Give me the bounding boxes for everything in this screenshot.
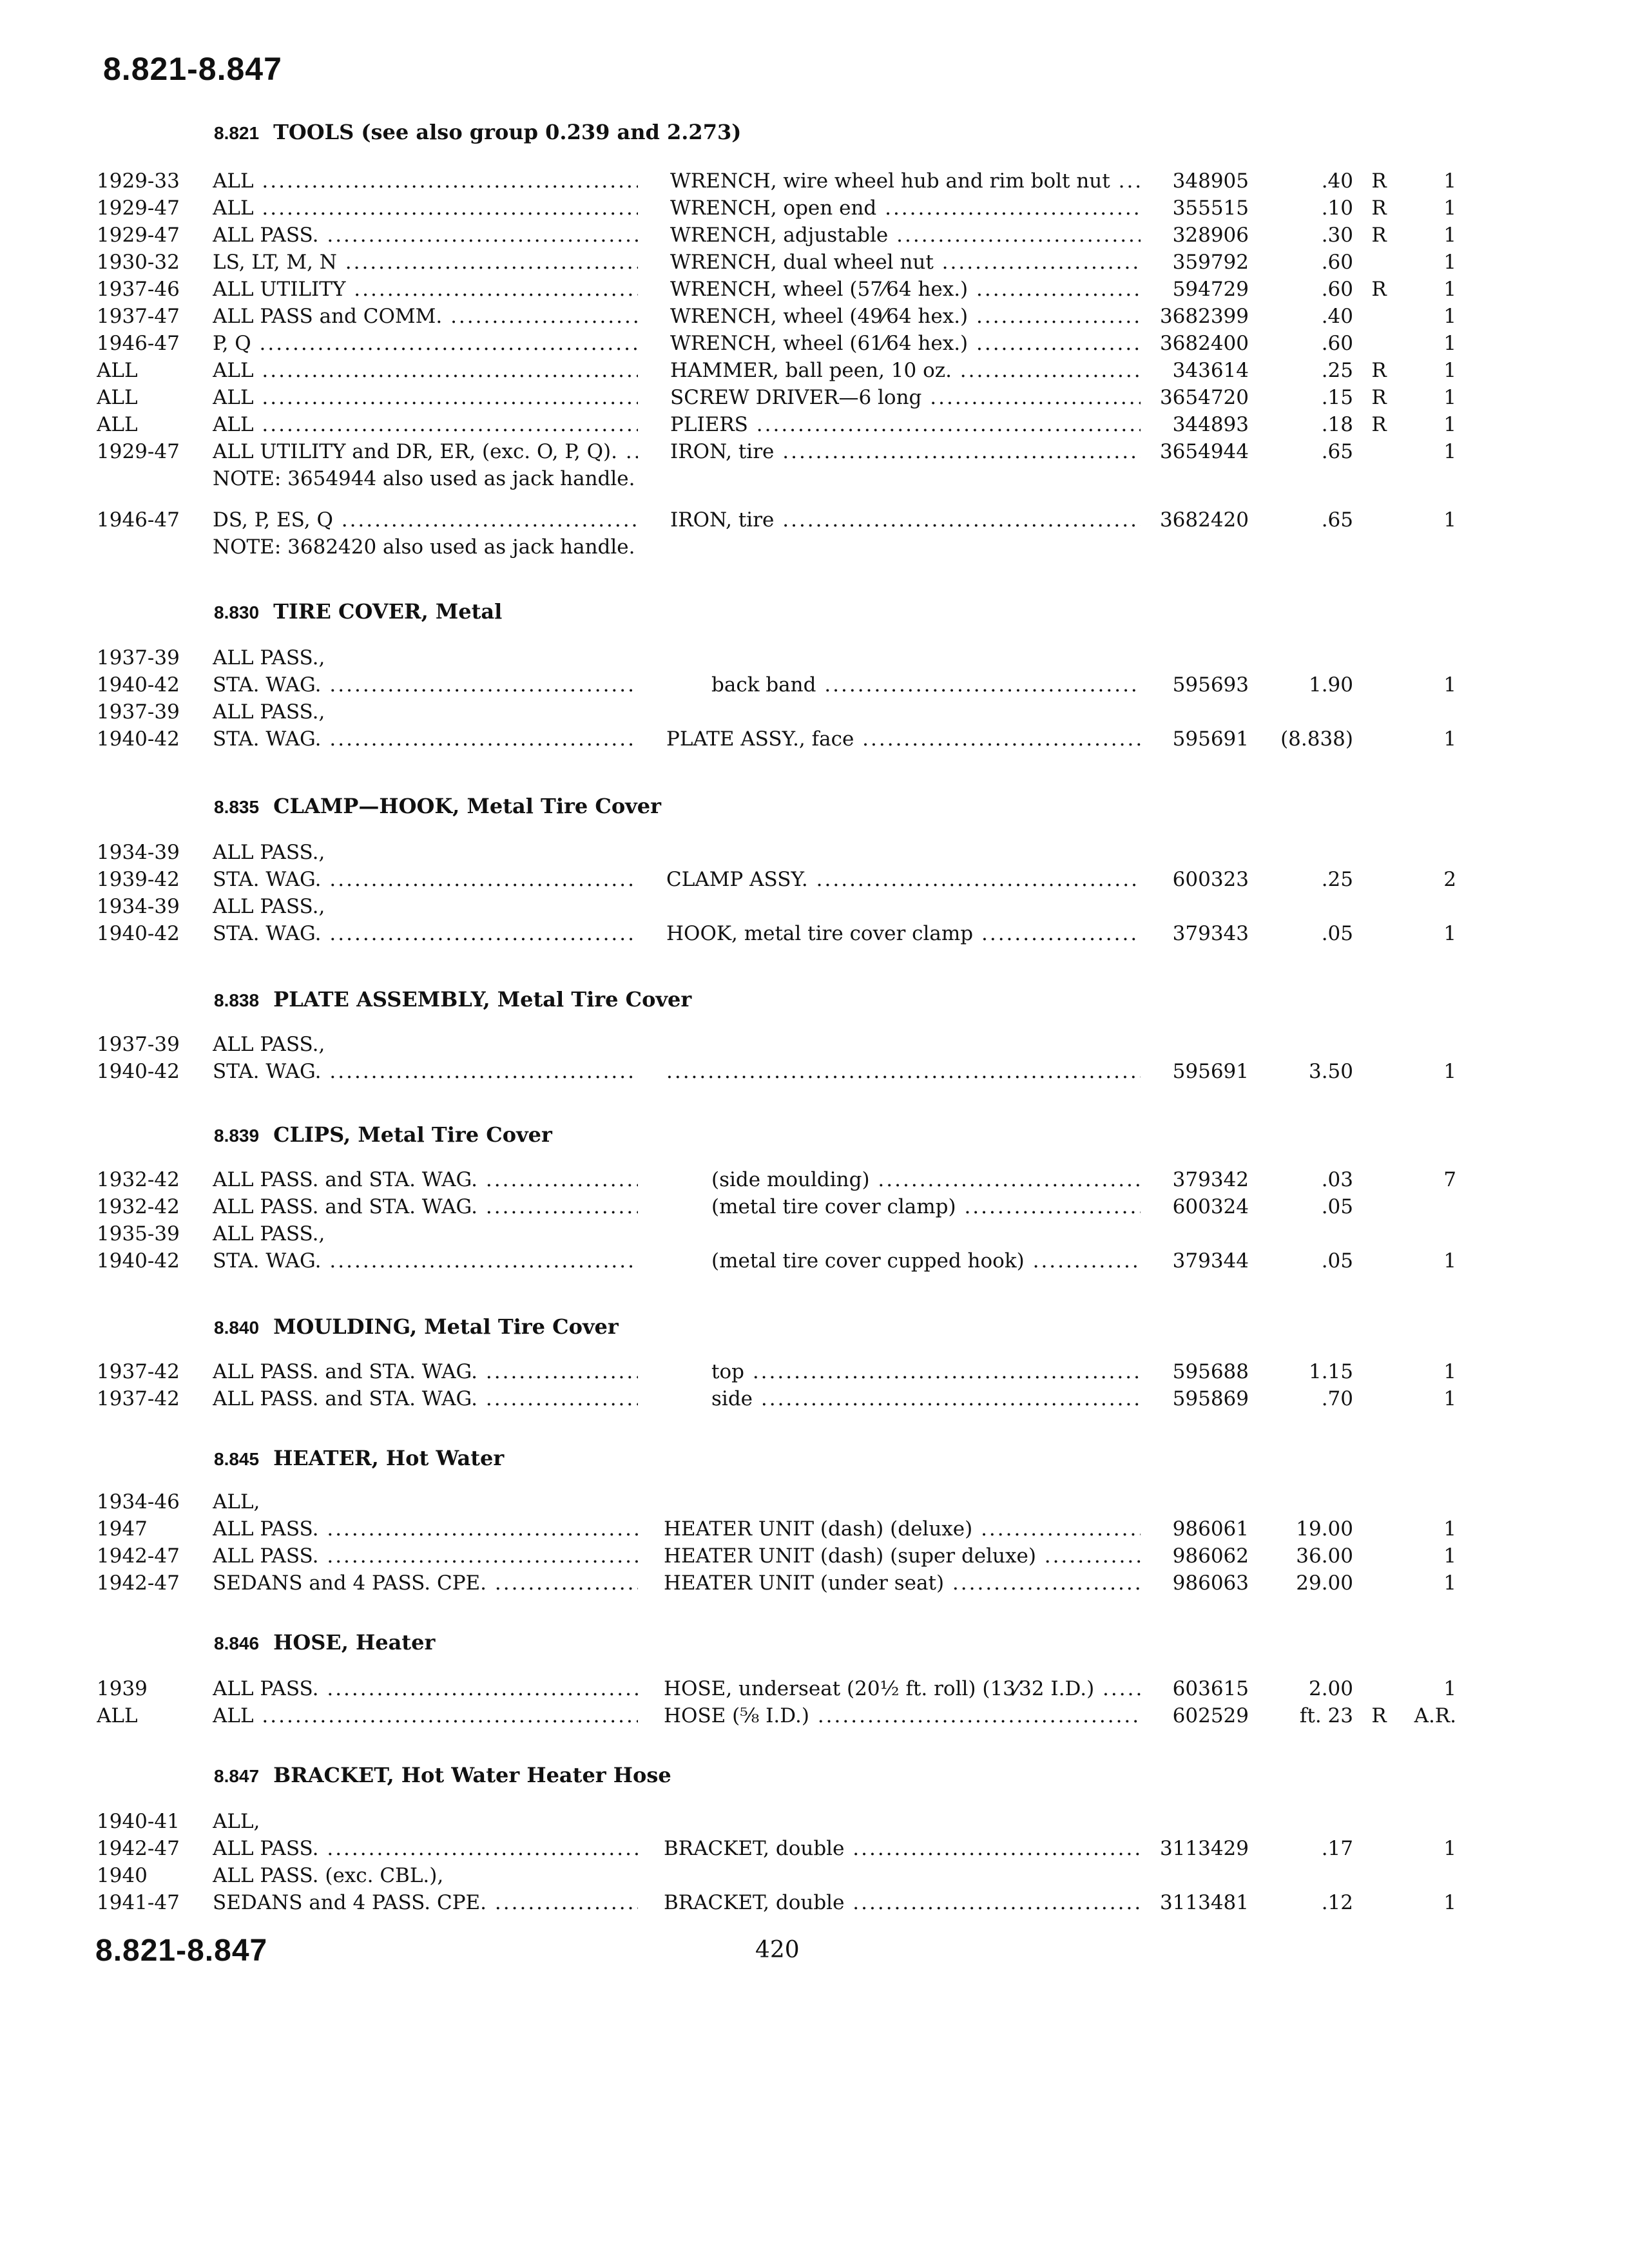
part-description: WRENCH, wheel (61⁄64 hex.) .....: [670, 330, 1141, 357]
part-description: BRACKET, double .....: [664, 1889, 1141, 1916]
table-row: [0, 1515, 1629, 1542]
part-description: [666, 1058, 1141, 1085]
table-row: [0, 1889, 1629, 1916]
model-applicability: STA. WAG. .....: [213, 1247, 638, 1274]
model-applicability: DS, P, ES, Q .....: [213, 506, 638, 533]
section-number: 8.838: [214, 990, 260, 1010]
year-range: 1946-47: [97, 332, 180, 355]
model-applicability: ALL PASS.,: [213, 1033, 325, 1056]
year-range: ALL: [97, 386, 138, 409]
section-title: [214, 1446, 504, 1470]
model-applicability: ALL PASS.,: [213, 841, 325, 864]
quantity: A.R.: [1414, 1704, 1456, 1727]
model-applicability: ALL PASS.,: [213, 700, 325, 724]
table-row: [0, 303, 1629, 330]
list-price: .18: [1321, 413, 1353, 436]
quantity: 1: [1443, 1677, 1456, 1700]
section-title: [214, 120, 741, 144]
model-applicability: ALL,: [213, 1810, 260, 1833]
section-heading: TIRE COVER, Metal: [273, 599, 503, 624]
model-applicability: SEDANS and 4 PASS. CPE. .....: [213, 1570, 638, 1597]
part-number: 595693: [1172, 673, 1249, 697]
quantity: 1: [1443, 197, 1456, 220]
return-flag: R: [1371, 169, 1387, 193]
part-number: 3654944: [1159, 440, 1249, 463]
quantity: 1: [1443, 251, 1456, 274]
table-row: [0, 671, 1629, 698]
page-number: 420: [755, 1937, 800, 1963]
list-price: 36.00: [1296, 1544, 1353, 1568]
table-row: [0, 920, 1629, 947]
year-range: 1937-42: [97, 1360, 180, 1383]
year-range: 1940-42: [97, 1060, 180, 1083]
part-number: 328906: [1172, 224, 1249, 247]
list-price: 1.15: [1308, 1360, 1353, 1383]
year-range: 1934-39: [97, 841, 180, 864]
part-description: (metal tire cover clamp) .....: [711, 1193, 1141, 1220]
part-number: 595691: [1172, 727, 1249, 751]
year-range: 1939-42: [97, 868, 180, 891]
list-price: 3.50: [1308, 1060, 1353, 1083]
table-row: [0, 276, 1629, 303]
return-flag: R: [1371, 359, 1387, 382]
quantity: 1: [1443, 278, 1456, 301]
part-number: 3682399: [1159, 305, 1249, 328]
part-number: 986063: [1172, 1571, 1249, 1595]
model-applicability: ALL PASS. .....: [213, 1542, 638, 1570]
quantity: 1: [1443, 673, 1456, 697]
section-number: 8.839: [214, 1126, 260, 1146]
table-row: [0, 411, 1629, 438]
part-description: top .....: [711, 1358, 1141, 1385]
part-description: WRENCH, wheel (49⁄64 hex.) .....: [670, 303, 1141, 330]
quantity: 1: [1443, 169, 1456, 193]
table-row: [0, 1193, 1629, 1220]
part-description: PLATE ASSY., face .....: [666, 726, 1141, 753]
quantity: 1: [1443, 508, 1456, 532]
section-number: 8.830: [214, 602, 260, 622]
year-range: 1937-42: [97, 1387, 180, 1410]
list-price: 29.00: [1296, 1571, 1353, 1595]
part-description: WRENCH, wire wheel hub and rim bolt nut .....: [670, 168, 1141, 195]
part-number: 355515: [1172, 197, 1249, 220]
table-row: [0, 893, 1629, 920]
year-range: ALL: [97, 359, 138, 382]
list-price: 2.00: [1308, 1677, 1353, 1700]
model-applicability: STA. WAG. .....: [213, 866, 638, 893]
part-description: (side moulding) .....: [711, 1166, 1141, 1193]
section-heading: PLATE ASSEMBLY, Metal Tire Cover: [273, 987, 692, 1012]
year-range: 1932-42: [97, 1168, 180, 1191]
part-number: 379344: [1172, 1249, 1249, 1273]
list-price: ft. 23: [1299, 1704, 1353, 1727]
year-range: 1937-39: [97, 700, 180, 724]
part-number: 600324: [1172, 1195, 1249, 1218]
list-price: .60: [1321, 251, 1353, 274]
section-title: [214, 1763, 671, 1787]
part-description: HAMMER, ball peen, 10 oz. .....: [670, 357, 1141, 384]
table-row: [0, 1702, 1629, 1729]
table-row: [0, 1220, 1629, 1247]
quantity: 1: [1443, 1060, 1456, 1083]
list-price: .70: [1321, 1387, 1353, 1410]
list-price: .17: [1321, 1837, 1353, 1860]
year-range: 1937-46: [97, 278, 180, 301]
year-range: 1942-47: [97, 1544, 180, 1568]
return-flag: R: [1371, 1704, 1387, 1727]
list-price: .10: [1321, 197, 1353, 220]
table-row: [0, 698, 1629, 726]
model-applicability: ALL PASS. .....: [213, 222, 638, 249]
year-range: ALL: [97, 1704, 138, 1727]
list-price: (8.838): [1280, 727, 1353, 751]
model-applicability: ALL PASS. .....: [213, 1675, 638, 1702]
part-number: 600323: [1172, 868, 1249, 891]
year-range: 1942-47: [97, 1571, 180, 1595]
quantity: 1: [1443, 1891, 1456, 1914]
part-description: WRENCH, open end .....: [670, 195, 1141, 222]
part-number: 3113429: [1159, 1837, 1249, 1860]
year-range: 1940-42: [97, 1249, 180, 1273]
part-description: (metal tire cover cupped hook) .....: [711, 1247, 1141, 1274]
quantity: 1: [1443, 386, 1456, 409]
model-applicability: SEDANS and 4 PASS. CPE. .....: [213, 1889, 638, 1916]
table-row: [0, 1542, 1629, 1570]
table-row: [0, 1031, 1629, 1058]
model-applicability: ALL UTILITY and DR, ER, (exc. O, P, Q). .....: [213, 438, 638, 465]
model-applicability: ALL PASS. and STA. WAG. .....: [213, 1358, 638, 1385]
list-price: .65: [1321, 508, 1353, 532]
quantity: 1: [1443, 1544, 1456, 1568]
model-applicability: ALL .....: [213, 384, 638, 411]
model-applicability: ALL PASS. and STA. WAG. .....: [213, 1166, 638, 1193]
return-flag: R: [1371, 278, 1387, 301]
part-number: 343614: [1172, 359, 1249, 382]
year-range: ALL: [97, 413, 138, 436]
table-row: [0, 438, 1629, 465]
year-range: 1934-39: [97, 895, 180, 918]
quantity: 1: [1443, 1571, 1456, 1595]
part-description: HEATER UNIT (dash) (super deluxe) .....: [664, 1542, 1141, 1570]
section-heading: HEATER, Hot Water: [273, 1446, 505, 1470]
section-heading: CLAMP—HOOK, Metal Tire Cover: [273, 794, 661, 818]
list-price: .12: [1321, 1891, 1353, 1914]
table-row: [0, 384, 1629, 411]
quantity: 1: [1443, 1387, 1456, 1410]
model-applicability: ALL PASS. .....: [213, 1515, 638, 1542]
part-number: 379343: [1172, 922, 1249, 945]
list-price: .03: [1321, 1168, 1353, 1191]
model-applicability: ALL PASS. .....: [213, 1835, 638, 1862]
list-price: .40: [1321, 169, 1353, 193]
section-title: [214, 987, 691, 1012]
year-range: 1941-47: [97, 1891, 180, 1914]
part-number: 594729: [1172, 278, 1249, 301]
table-row: [0, 168, 1629, 195]
table-row: [0, 644, 1629, 671]
year-range: 1940: [97, 1864, 148, 1887]
model-applicability: ALL PASS and COMM. .....: [213, 303, 638, 330]
section-heading: TOOLS (see also group 0.239 and 2.273): [273, 120, 742, 144]
section-title: [214, 1314, 619, 1339]
list-price: .30: [1321, 224, 1353, 247]
return-flag: R: [1371, 413, 1387, 436]
year-range: 1929-33: [97, 169, 180, 193]
section-number: 8.846: [214, 1633, 260, 1653]
part-number: 603615: [1172, 1677, 1249, 1700]
section-heading: CLIPS, Metal Tire Cover: [273, 1122, 552, 1147]
quantity: 1: [1443, 727, 1456, 751]
table-row: [0, 330, 1629, 357]
table-row: [0, 195, 1629, 222]
table-row: [0, 1570, 1629, 1597]
section-number: 8.845: [214, 1449, 260, 1469]
table-row: [0, 1058, 1629, 1085]
year-range: 1940-42: [97, 922, 180, 945]
table-row: [0, 726, 1629, 753]
year-range: 1939: [97, 1677, 148, 1700]
quantity: 1: [1443, 305, 1456, 328]
quantity: 1: [1443, 922, 1456, 945]
part-number: 3113481: [1159, 1891, 1249, 1914]
list-price: 1.90: [1308, 673, 1353, 697]
part-number: 379342: [1172, 1168, 1249, 1191]
model-applicability: ALL .....: [213, 168, 638, 195]
year-range: 1934-46: [97, 1490, 180, 1514]
model-applicability: ALL .....: [213, 357, 638, 384]
part-number: 3682420: [1159, 508, 1249, 532]
model-applicability: ALL PASS.,: [213, 895, 325, 918]
model-applicability: STA. WAG. .....: [213, 726, 638, 753]
return-flag: R: [1371, 386, 1387, 409]
footnote: NOTE: 3654944 also used as jack handle.: [213, 467, 635, 490]
table-row: [0, 1675, 1629, 1702]
model-applicability: P, Q .....: [213, 330, 638, 357]
model-applicability: ALL,: [213, 1490, 260, 1514]
footer-range: 8.821-8.847: [95, 1934, 268, 1968]
year-range: 1932-42: [97, 1195, 180, 1218]
part-number: 3682400: [1159, 332, 1249, 355]
part-description: WRENCH, adjustable .....: [670, 222, 1141, 249]
table-row: [0, 1862, 1629, 1889]
part-number: 986062: [1172, 1544, 1249, 1568]
part-description: WRENCH, dual wheel nut .....: [670, 249, 1141, 276]
part-description: SCREW DRIVER—6 long .....: [670, 384, 1141, 411]
table-row: [0, 506, 1629, 533]
part-description: HEATER UNIT (under seat) .....: [664, 1570, 1141, 1597]
section-title: [214, 599, 502, 624]
part-number: 344893: [1172, 413, 1249, 436]
part-description: back band .....: [711, 671, 1141, 698]
year-range: 1937-39: [97, 646, 180, 669]
part-number: 595869: [1172, 1387, 1249, 1410]
section-number: 8.840: [214, 1318, 260, 1338]
model-applicability: ALL UTILITY .....: [213, 276, 638, 303]
year-range: 1937-47: [97, 305, 180, 328]
part-number: 359792: [1172, 251, 1249, 274]
section-heading: BRACKET, Hot Water Heater Hose: [273, 1763, 671, 1787]
model-applicability: ALL PASS. and STA. WAG. .....: [213, 1193, 638, 1220]
section-number: 8.835: [214, 797, 260, 817]
list-price: .05: [1321, 1195, 1353, 1218]
model-applicability: ALL .....: [213, 195, 638, 222]
year-range: 1929-47: [97, 197, 180, 220]
part-number: 602529: [1172, 1704, 1249, 1727]
table-row: [0, 1488, 1629, 1515]
quantity: 1: [1443, 224, 1456, 247]
model-applicability: STA. WAG. .....: [213, 920, 638, 947]
list-price: 19.00: [1296, 1517, 1353, 1541]
quantity: 2: [1443, 868, 1456, 891]
part-description: BRACKET, double .....: [664, 1835, 1141, 1862]
section-heading: HOSE, Heater: [273, 1630, 436, 1655]
part-description: CLAMP ASSY. .....: [666, 866, 1141, 893]
return-flag: R: [1371, 224, 1387, 247]
part-number: 595691: [1172, 1060, 1249, 1083]
part-description: WRENCH, wheel (57⁄64 hex.) .....: [670, 276, 1141, 303]
table-row: [0, 1835, 1629, 1862]
quantity: 1: [1443, 1249, 1456, 1273]
part-description: IRON, tire .....: [670, 506, 1141, 533]
table-row: [0, 866, 1629, 893]
quantity: 1: [1443, 1837, 1456, 1860]
section-title: [214, 794, 661, 818]
model-applicability: ALL PASS.,: [213, 646, 325, 669]
model-applicability: LS, LT, M, N .....: [213, 249, 638, 276]
part-description: HEATER UNIT (dash) (deluxe) .....: [664, 1515, 1141, 1542]
table-row: [0, 1358, 1629, 1385]
quantity: 1: [1443, 359, 1456, 382]
year-range: 1940-41: [97, 1810, 180, 1833]
page-title: 8.821-8.847: [103, 51, 282, 87]
table-row: [0, 1808, 1629, 1835]
section-number: 8.847: [214, 1766, 260, 1786]
model-applicability: STA. WAG. .....: [213, 671, 638, 698]
model-applicability: STA. WAG. .....: [213, 1058, 638, 1085]
list-price: .40: [1321, 305, 1353, 328]
part-description: HOSE, underseat (20½ ft. roll) (13⁄32 I.D.) .....: [664, 1675, 1141, 1702]
year-range: 1940-42: [97, 727, 180, 751]
part-description: IRON, tire .....: [670, 438, 1141, 465]
footnote: NOTE: 3682420 also used as jack handle.: [213, 535, 635, 559]
part-number: 595688: [1172, 1360, 1249, 1383]
section-title: [214, 1630, 435, 1655]
part-description: HOSE (⅝ I.D.) .....: [664, 1702, 1141, 1729]
quantity: 1: [1443, 413, 1456, 436]
model-applicability: ALL .....: [213, 1702, 638, 1729]
table-row: [0, 839, 1629, 866]
year-range: 1937-39: [97, 1033, 180, 1056]
year-range: 1942-47: [97, 1837, 180, 1860]
list-price: .05: [1321, 1249, 1353, 1273]
section-number: 8.821: [214, 123, 260, 143]
model-applicability: ALL PASS. (exc. CBL.),: [213, 1864, 444, 1887]
year-range: 1929-47: [97, 440, 180, 463]
part-description: PLIERS .....: [670, 411, 1141, 438]
model-applicability: ALL PASS.,: [213, 1222, 325, 1245]
list-price: .25: [1321, 868, 1353, 891]
table-row: [0, 222, 1629, 249]
quantity: 1: [1443, 1360, 1456, 1383]
quantity: 1: [1443, 1517, 1456, 1541]
year-range: 1930-32: [97, 251, 180, 274]
part-description: side .....: [711, 1385, 1141, 1412]
table-row: [0, 1247, 1629, 1274]
section-heading: MOULDING, Metal Tire Cover: [273, 1314, 619, 1339]
table-row: [0, 249, 1629, 276]
list-price: .65: [1321, 440, 1353, 463]
list-price: .05: [1321, 922, 1353, 945]
year-range: 1935-39: [97, 1222, 180, 1245]
table-row: [0, 357, 1629, 384]
part-number: 348905: [1172, 169, 1249, 193]
list-price: .60: [1321, 278, 1353, 301]
list-price: .60: [1321, 332, 1353, 355]
list-price: .25: [1321, 359, 1353, 382]
year-range: 1947: [97, 1517, 148, 1541]
table-row: [0, 1385, 1629, 1412]
model-applicability: ALL .....: [213, 411, 638, 438]
year-range: 1940-42: [97, 673, 180, 697]
part-number: 986061: [1172, 1517, 1249, 1541]
part-number: 3654720: [1159, 386, 1249, 409]
list-price: .15: [1321, 386, 1353, 409]
return-flag: R: [1371, 197, 1387, 220]
quantity: 1: [1443, 332, 1456, 355]
quantity: 1: [1443, 440, 1456, 463]
year-range: 1946-47: [97, 508, 180, 532]
table-row: [0, 1166, 1629, 1193]
part-description: HOOK, metal tire cover clamp .....: [666, 920, 1141, 947]
year-range: 1929-47: [97, 224, 180, 247]
quantity: 7: [1443, 1168, 1456, 1191]
section-title: [214, 1122, 552, 1147]
model-applicability: ALL PASS. and STA. WAG. .....: [213, 1385, 638, 1412]
